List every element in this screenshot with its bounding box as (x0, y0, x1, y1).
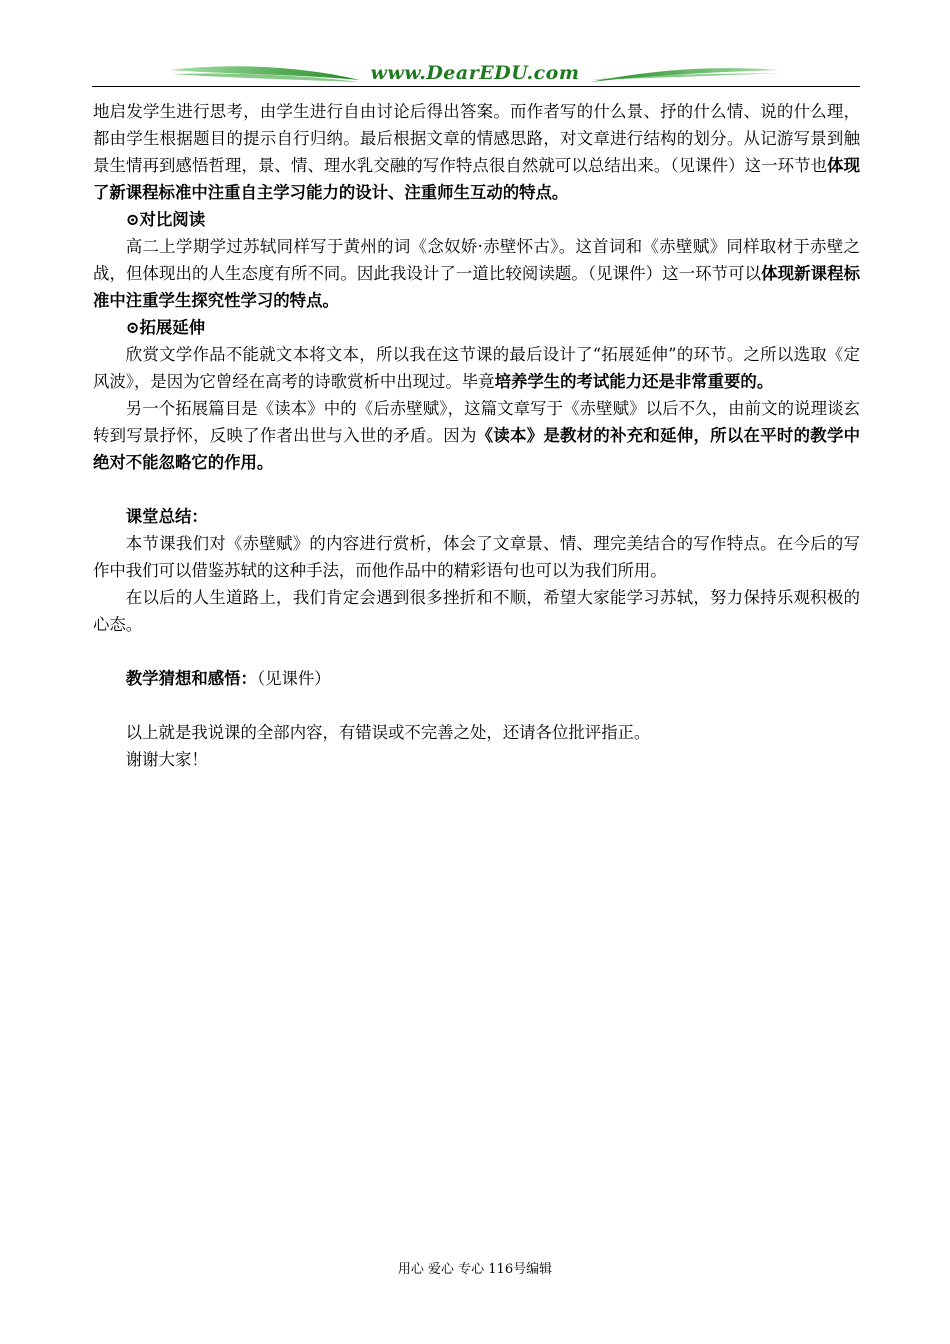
body-text: 在以后的人生道路上，我们肯定会遇到很多挫折和不顺，希望大家能学习苏轼，努力保持乐观积极的心态。 (93, 588, 860, 634)
blank-line (93, 476, 860, 503)
bold-text: ⊙拓展延伸 (125, 318, 206, 337)
paragraph (93, 341, 860, 395)
bold-text: 体现了新课程标准中注重自主学习能力的设计、注重师生互动的特点。 (93, 156, 860, 202)
paragraph (93, 746, 860, 773)
document-body (93, 98, 860, 773)
paragraph (93, 98, 860, 206)
blank-line (93, 638, 860, 665)
paragraph (93, 719, 860, 746)
bold-text: 教学猜想和感悟： (125, 669, 257, 688)
blank-line (93, 692, 860, 719)
bold-text: 课堂总结： (125, 507, 208, 526)
paragraph (93, 314, 860, 341)
body-text: 另一个拓展篇目是《读本》中的《后赤壁赋》，这篇文章写于《赤壁赋》以后不久，由前文的说理谈玄转到写景抒怀，反映了作者出世与入世的矛盾。因为 (93, 399, 860, 445)
body-text: 谢谢大家！ (125, 750, 208, 769)
header-site-text[interactable]: www.DearEDU.com (370, 62, 580, 84)
body-text: 本节课我们对《赤壁赋》的内容进行赏析，体会了文章景、情、理完美结合的写作特点。在今后的写作中我们可以借鉴苏轼的这种手法，而他作品中的精彩语句也可以为我们所用。 (93, 534, 860, 580)
paragraph (93, 665, 860, 692)
bold-text: 《读本》是教材的补充和延伸，所以在平时的教学中绝对不能忽略它的作用。 (93, 426, 861, 472)
bold-text: 体现新课程标准中注重学生探究性学习的特点。 (93, 264, 860, 310)
body-text: 高二上学期学过苏轼同样写于黄州的词《念奴娇·赤壁怀古》。这首词和《赤壁赋》同样取材于赤壁之战，但体现出的人生态度有所不同。因此我设计了一道比较阅读题。（见课件）这一环节可以 (93, 237, 860, 283)
body-text: 以上就是我说课的全部内容，有错误或不完善之处，还请各位批评指正。 (125, 723, 651, 742)
paragraph (93, 503, 860, 530)
page-footer: 用心 爱心 专心 116号编辑 (397, 1262, 553, 1277)
header-divider (92, 86, 860, 87)
paragraph (93, 395, 860, 476)
paragraph (93, 233, 860, 314)
paragraph (93, 206, 860, 233)
bold-text: 培养学生的考试能力还是非常重要的。 (494, 372, 774, 391)
bold-text: ⊙对比阅读 (125, 210, 206, 229)
body-text: （见课件） (256, 669, 331, 688)
paragraph (93, 530, 860, 584)
body-text: 地启发学生进行思考，由学生进行自由讨论后得出答案。而作者写的什么景、抒的什么情、说的什么理，都由学生根据题目的提示自行归纳。最后根据文章的情感思路，对文章进行结构的划分。从记游写景到触景生情再到感悟哲理，景、情、理水乳交融的写作特点很自然就可以总结出来。（见课件）这一环节也 (93, 102, 860, 175)
paragraph (93, 584, 860, 638)
body-text: 欣赏文学作品不能就文本将文本，所以我在这节课的最后设计了“拓展延伸”的环节。之所以选取《定风波》，是因为它曾经在高考的诗歌赏析中出现过。毕竟 (93, 345, 860, 391)
